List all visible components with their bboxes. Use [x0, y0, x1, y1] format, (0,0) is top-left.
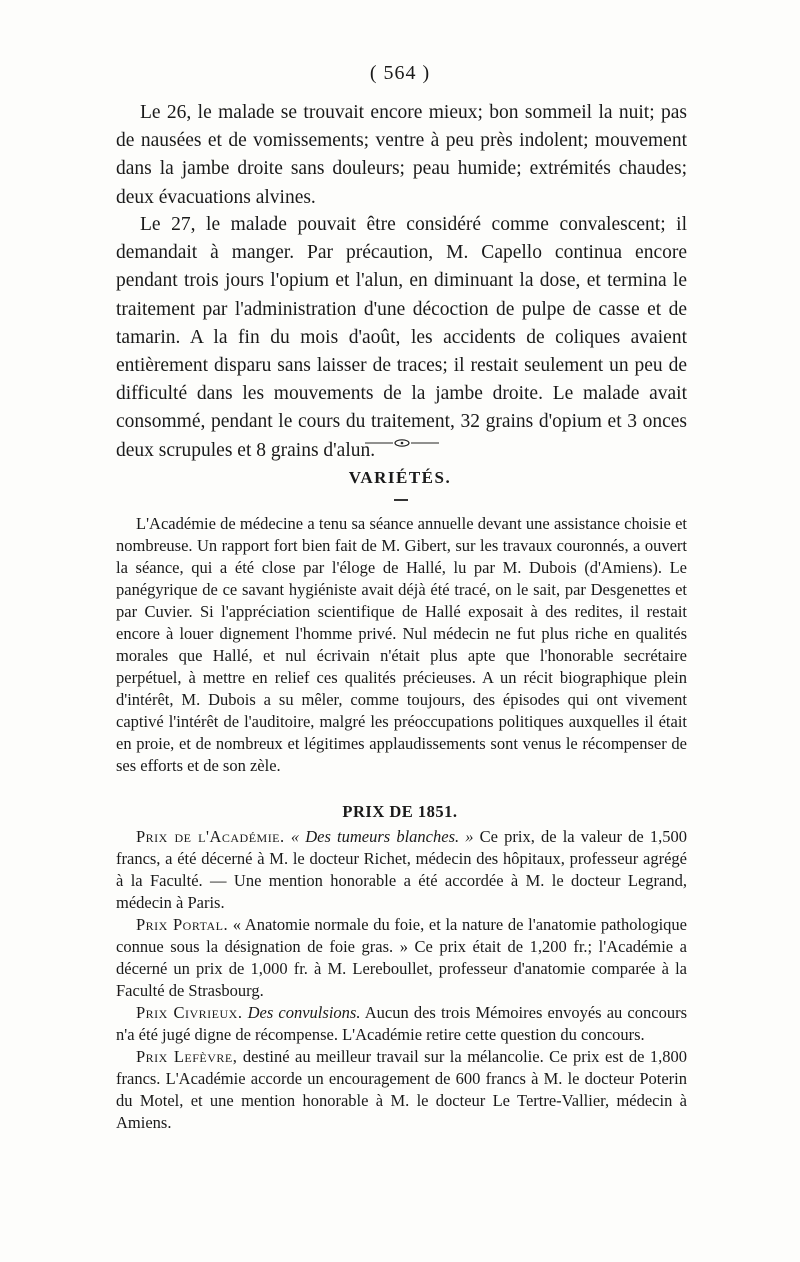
prize-text: destiné au meilleur travail sur la mélancolie. Ce prix est de 1,800 francs. L'Académie accorde un encouragement de 600 francs à M. le docteur Poterin du Motel, et une mention honorable à M. le docteur Le Tertre-Vallier, médecin à Amiens.: [116, 1047, 688, 1132]
paragraph-day-26: [116, 99, 687, 212]
prize-text: Ce prix, de la valeur de 1,500 francs, a été décerné à M. le docteur Richet, médecin des hôpitaux, professeur agrégé à la Faculté. — Une mention honorable a été accordée à M. le docteur Legrand, médecin à Paris.: [116, 827, 688, 912]
intro-paragraph: [116, 513, 687, 777]
prize-title: « Des tumeurs blanches. »: [290, 827, 474, 846]
paragraph-text: L'Académie de médecine a tenu sa séance annuelle devant une assistance choisie et nombreuse. Un rapport fort bien fait de M. Gibert, sur les travaux couronnés, a ouvert la séance, qui a été close par l'éloge de Hallé, lu par M. Dubois (d'Amiens). Le panégyrique de ce savant hygiéniste avait déjà été tracé, on le sait, par Desgenettes et par Cuvier. Si l'appréciation scientifique de Hallé exposait à des redites, il restait encore à louer dignement l'homme privé. Nul médecin ne fut plus riche en qualités morales que Hallé, et nul écrivain n'était plus apte que l'honorable secrétaire perpétuel, à mettre en relief ces qualités précieuses. A un récit biographique plein d'intérêt, M. Dubois a su mêler, comme toujours, des épisodes qui ont vivement captivé l'intérêt de l'auditoire, malgré les préoccupations politiques auxquelles il était en proie, et de nombreux et légitimes applaudissements sont venus le récompenser de ses efforts et de son zèle.: [116, 514, 687, 775]
ornament-divider: [363, 438, 441, 448]
prize-entry: [116, 826, 687, 914]
prize-text: Aucun des trois Mémoires envoyés au concours n'a été jugé digne de récompense. L'Académie retire cette question du concours.: [116, 1003, 687, 1044]
paragraph-text: Le 26, le malade se trouvait encore mieux; bon sommeil la nuit; pas de nausées et de vomissements; ventre à peu près indolent; mouvement dans la jambe droite sans douleurs; peau humide; extrémités chaudes; deux évacuations alvines.: [116, 102, 687, 208]
page-number: ( 564 ): [369, 62, 431, 84]
prize-list: [116, 826, 687, 1134]
prize-entry: [116, 914, 687, 1002]
prize-title: Des convulsions.: [247, 1003, 361, 1022]
prize-name: Prix Portal.: [136, 915, 229, 934]
prize-entry: [116, 1002, 687, 1046]
prize-name: Prix Lefèvre,: [136, 1047, 238, 1066]
prize-text: « Anatomie normale du foie, et la nature de l'anatomie pathologique connue sous la désignation de foie gras. » Ce prix était de 1,200 fr.; l'Académie a décerné un prix de 1,000 fr. à M. Lereboullet, professeur d'anatomie comparée à la Faculté de Strasbourg.: [116, 915, 687, 1000]
prize-entry: [116, 1046, 687, 1134]
prizes-header: PRIX DE 1851.: [342, 802, 458, 821]
paragraph-day-27: [116, 211, 687, 465]
paragraph-text: Le 27, le malade pouvait être considéré comme convalescent; il demandait à manger. Par précaution, M. Capello continua encore pendant trois jours l'opium et l'alun, en diminuant la dose, et termina le traitement par l'administration d'une décoction de pulpe de casse et de tamarin. A la fin du mois d'août, les accidents de coliques avaient entièrement disparu sans laisser de traces; il restait seulement un peu de difficulté dans les mouvements de la jambe droite. Le malade avait consommé, pendant le cours du traitement, 32 grains d'opium et 3 onces deux scrupules et 8 grains d'alun.: [116, 214, 687, 461]
section-title: VARIÉTÉS.: [348, 468, 452, 487]
title-dash: [394, 499, 408, 501]
prize-name: Prix de l'Académie.: [136, 827, 285, 846]
prize-name: Prix Civrieux.: [136, 1003, 243, 1022]
